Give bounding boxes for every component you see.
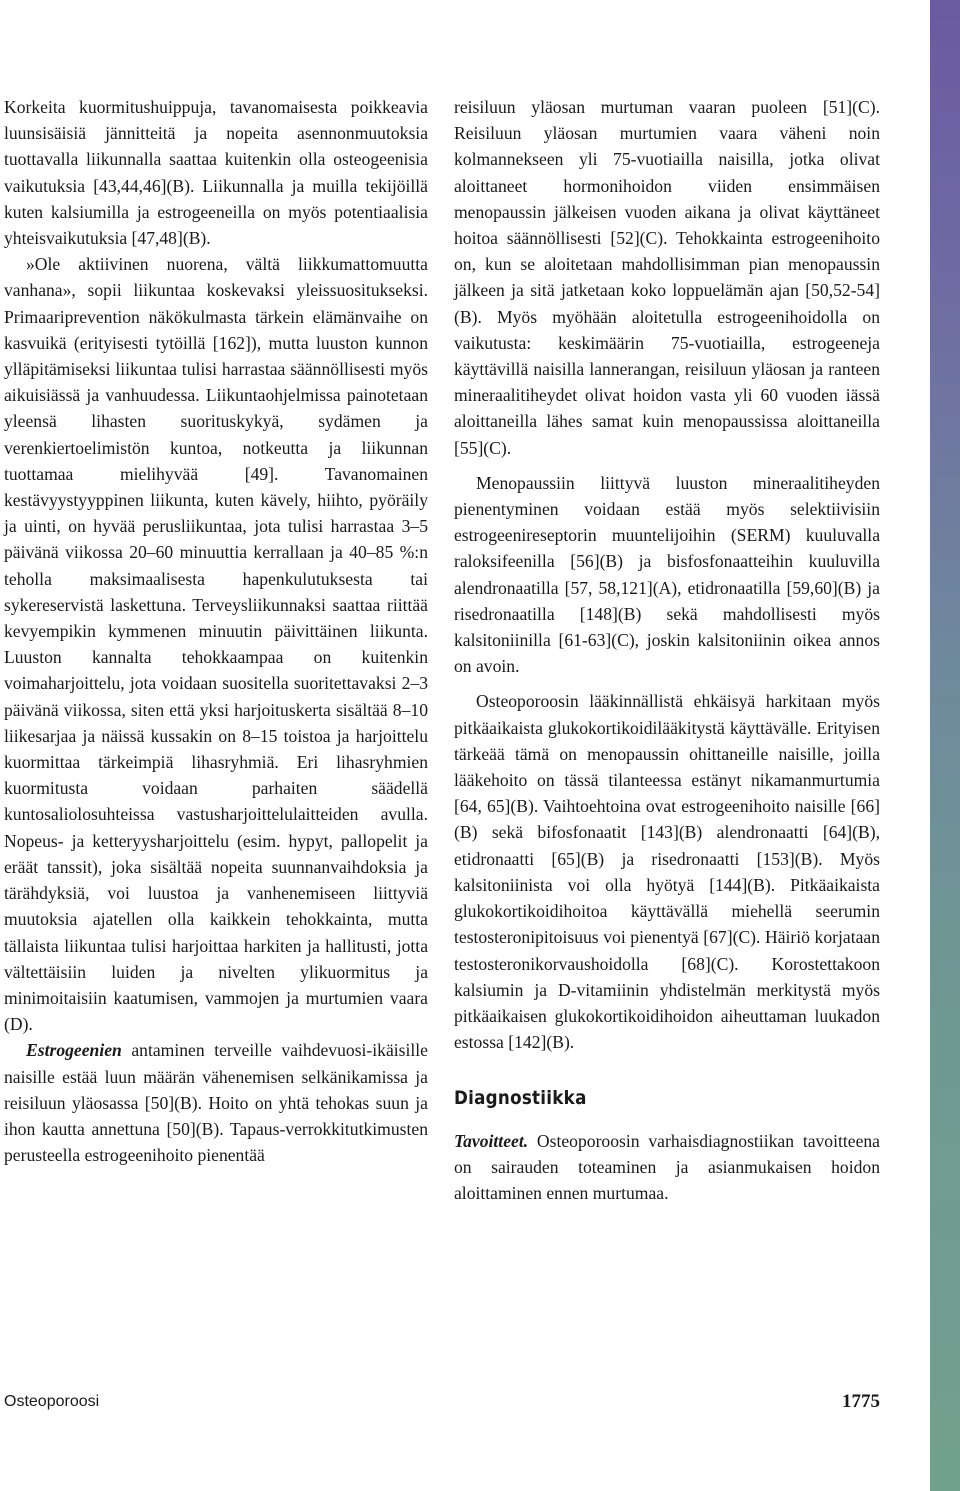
term-tavoitteet: Tavoitteet.: [454, 1130, 529, 1151]
paragraph-estrogen-text: antaminen terveille vaihdevuosi-ikäisille naisille estää luun määrän vähenemisen selkänikamissa ja reisiluun yläosassa [50](B). Hoito on yhtä tehokas suun ja ihon kautta annettuna [50](B). Tapaus-verrokkitutkimusten perusteella estrogeenihoito pienentää: [4, 1040, 428, 1166]
paragraph-estrogen: [4, 1037, 428, 1168]
paragraph-goals: [454, 1128, 880, 1207]
paragraph-serm-bisphosphonates: Menopaussiin liittyvä luuston mineraalitiheyden pienentyminen voidaan estää myös selektiivisiin estrogeenireseptorin muuntelijoihin (SERM) kuuluvalla raloksifeenilla [56](B) ja bisfosfonaatteihin kuuluvilla alendronaatilla [57, 58,121](A), etidronaatilla [59,60](B) ja risedronaatilla [148](B) sekä mahdollisesti myös kalsitoniinilla [61-63](C), joskin kalsitoniinin oikea annos on avoin.: [454, 472, 880, 677]
term-estrogeenien: Estrogeenien: [26, 1040, 122, 1061]
footer-title: Osteoporoosi: [4, 1393, 100, 1410]
paragraph-hip-fracture-risk: reisiluun yläosan murtuman vaaran puoleen [51](C). Reisiluun yläosan murtumien vaara väheni noin kolmannekseen yli 75-vuotiailla naisilla, jotka olivat aloittaneet hormonihoidon viiden ensimmäisen menopaussin jälkeisen vuoden aikana ja olivat käyttäneet hoitoa säännöllisesti [52](C). Tehokkainta estrogeenihoito on, kun se aloitetaan mahdollisimman pian menopaussin jälkeen ja sitä jatketaan koko loppuelämän ajan [50,52-54](B). Myös myöhään aloitetulla estrogeenihoidolla on vaikutusta: keskimäärin 75-vuotiailla, estrogeeneja käyttävillä naisilla lannerangan, reisiluun yläosan ja ranteen mineraalitiheydet olivat hoidon vasta yli 60 vuoden iässä aloittaneilla lähes samat kuin menopaussissa aloittaneilla [55](C).: [454, 97, 880, 458]
decorative-side-bar: [930, 0, 960, 1491]
right-column: [454, 94, 880, 1206]
left-column: [4, 94, 428, 1168]
paragraph-glucocorticoid: Osteoporoosin lääkinnällistä ehkäisyä harkitaan myös pitkäaikaista glukokortikoidilääkitystä käyttävälle. Erityisen tärkeää tämä on menopaussin ohittaneille naisille, joilla lääkehoito on tässä tilanteessa estänyt nikamanmurtumia [64, 65](B). Vaihtoehtoina ovat estrogeenihoito naisille [66](B) sekä bifosfonaatit [143](B) alendronaatti [64](B), etidronaatti [65](B) ja risedronaatti [153](B). Myös kalsitoniinista voi olla hyötyä [144](B). Pitkäaikaista glukokortikoidihoitoa käyttävällä miehellä seerumin testosteronipitoisuus voi pienentyä [67](C). Häiriö korjataan testosteronikorvaushoidolla [68](C). Korostettakoon kalsiumin ja D-vitamiinin yhdistelmän merkitystä myös pitkäaikaisen glukokortikoidihoidon aiheuttaman luukadon estossa [142](B).: [454, 691, 880, 1053]
paragraph-loading-effects: Korkeita kuormitushuippuja, tavanomaisesta poikkeavia luunsisäisiä jännitteitä ja nopeita asennonmuutoksia tuottavalla liikunnalla saattaa kuitenkin olla osteogeenisia vaikutuksia [43,44,46](B). Liikunnalla ja muilla tekijöillä kuten kalsiumilla ja estrogeeneilla on myös potentiaalisia yhteisvaikutuksia [47,48](B).: [4, 97, 428, 249]
section-heading-diagnostiikka: Diagnostiikka: [454, 1087, 587, 1110]
paragraph-exercise-recommendation: »Ole aktiivinen nuorena, vältä liikkumattomuutta vanhana», sopii liikuntaa koskevaksi yleissuositukseksi. Primaariprevention näkökulmasta tärkein elämänvaihe on kasvuikä (erityisesti tytöillä [162]), mutta luuston kunnon ylläpitämiseksi liikuntaa tulisi harrastaa säännöllisesti myös aikuisiässä ja vanhuudessa. Liikuntaohjelmissa painotetaan yleensä lihasten suorituskykyä, sydämen ja verenkiertoelimistön kuntoa, notkeutta ja liikunnan tuottamaa mielihyvää [49]. Tavanomainen kestävyystyyppinen liikunta, kuten kävely, hiihto, pyöräily ja uinti, on hyvää perusliikuntaa, jota tulisi harrastaa 3–5 päivänä viikossa 20–60 minuuttia kerrallaan ja 40–85 %:n teholla maksimaalisesta hapenkulutuksesta tai sykereservistä laskettuna. Terveysliikunnaksi saattaa riittää kevyempikin kymmenen minuutin päivittäinen liikunta. Luuston kannalta tehokkaampaa on kuitenkin voimaharjoittelu, jota voidaan suositella suoritettavaksi 2–3 päivänä viikossa, siten että yksi harjoituskerta sisältää 8–10 liikesarjaa ja näissä kussakin on 8–15 toistoa ja harjoittelu kuormittaa tärkeimpiä lihasryhmiä. Eri lihasryhmien kuormitusta voidaan parhaiten säädellä kuntosaliolosuhteissa vastusharjoittelulaitteiden avulla. Nopeus- ja ketteryysharjoittelu (esim. hypyt, pallopelit ja eräät tanssit), joka sisältää nopeita suunnanvaihdoksia ja tärähdyksiä, voi luustoa ja vanhenemiseen liittyviä muutoksia ajatellen olla kaikkein tehokkainta, mutta tällaista liikuntaa tulisi harjoittaa harkiten ja hallitusti, jotta vältettäisiin luiden ja nivelten ylikuormitus ja minimoitaisiin kaatumisen, vammojen ja murtumien vaara (D).: [4, 254, 428, 1035]
paragraph-goals-text: Osteoporoosin varhaisdiagnostiikan tavoitteena on sairauden toteaminen ja asianmukaisen hoidon aloittaminen ennen murtumaa.: [454, 1130, 880, 1203]
page-number: 1775: [842, 1391, 880, 1412]
